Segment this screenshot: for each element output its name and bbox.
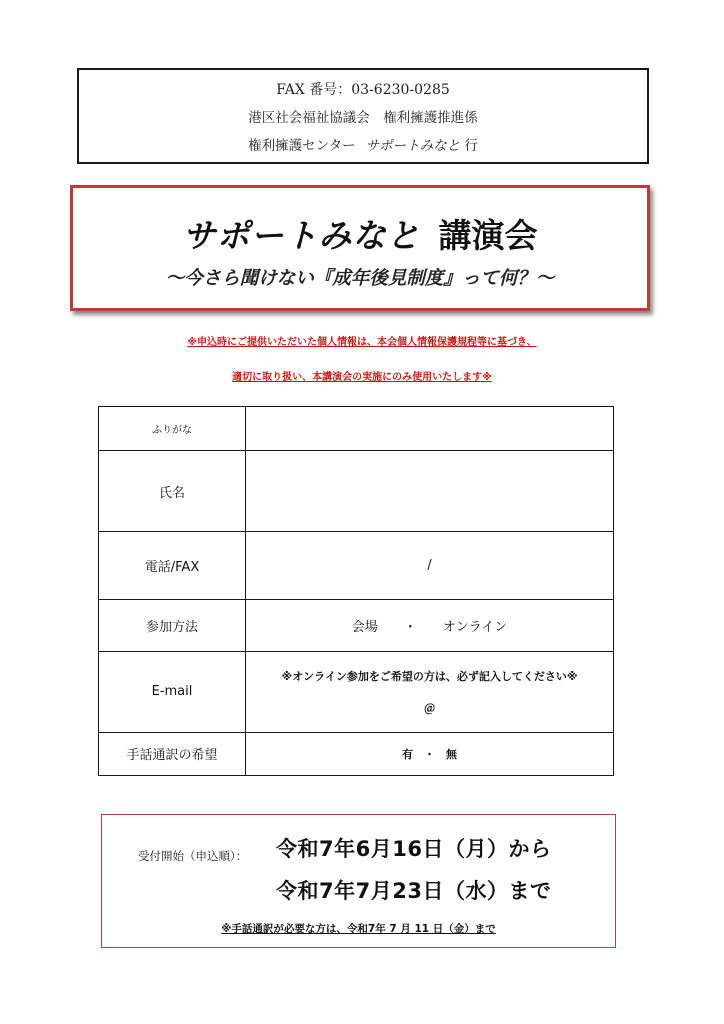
table-row <box>99 532 614 600</box>
sign-language-options: 有 ・ 無 <box>402 747 457 761</box>
privacy-notice-line2: 適切に取り扱い、本講演会の実施にのみ使用いたします※ <box>232 372 492 383</box>
email-at-sign: ＠ <box>424 701 435 715</box>
reception-end-date: 令和7年7月23日（水）まで <box>276 879 552 903</box>
name-label: 氏名 <box>99 451 246 532</box>
table-row <box>99 651 614 732</box>
sign-language-label: 手話通訳の希望 <box>99 732 246 775</box>
fax-recipient <box>79 132 647 160</box>
participation-method-field[interactable] <box>246 599 614 651</box>
event-title-box <box>70 185 650 311</box>
table-row <box>99 451 614 532</box>
tel-fax-label: 電話/FAX <box>99 532 246 600</box>
fax-recipient-brand: サポートみなと <box>365 138 461 154</box>
event-title-name: 講演会 <box>438 216 538 255</box>
reception-box <box>101 814 616 948</box>
fax-recipient-center: 権利擁護センター <box>248 138 356 154</box>
tel-fax-field[interactable] <box>246 532 614 600</box>
privacy-notice-line1: ※申込時にご提供いただいた個人情報は、本会個人情報保護規程等に基づき、 <box>187 337 537 348</box>
fax-header-box <box>77 68 649 164</box>
tel-fax-separator: / <box>427 557 432 573</box>
email-field[interactable] <box>246 651 614 732</box>
email-label: E-mail <box>99 651 246 732</box>
sign-language-deadline-note: ※手話通訳が必要な方は、令和7年 7 月 11 日（金）まで <box>221 923 496 935</box>
table-row <box>99 407 614 451</box>
application-form-table <box>98 406 614 776</box>
participation-method-options: 会場 ・ オンライン <box>351 619 508 635</box>
event-subtitle: ～今さら聞けない『成年後見制度』って何？～ <box>165 268 555 289</box>
sign-language-field[interactable] <box>246 732 614 775</box>
furigana-field[interactable] <box>246 407 614 451</box>
event-title <box>73 214 647 258</box>
fax-recipient-suffix: 行 <box>460 138 478 154</box>
email-note: ※オンライン参加をご希望の方は、必ず記入してください※ <box>281 669 578 683</box>
name-field[interactable] <box>246 451 614 532</box>
event-title-brand: サポートみなと <box>182 216 421 255</box>
furigana-label: ふりがな <box>99 407 246 451</box>
fax-number: FAX 番号：03-6230-0285 <box>276 82 450 98</box>
table-row <box>99 599 614 651</box>
fax-organization: 港区社会福祉協議会 権利擁護推進係 <box>248 110 478 126</box>
reception-start-date: 令和7年6月16日（月）から <box>276 837 552 861</box>
table-row <box>99 732 614 775</box>
reception-label: 受付開始（申込順）： <box>138 849 248 863</box>
participation-method-label: 参加方法 <box>99 599 246 651</box>
